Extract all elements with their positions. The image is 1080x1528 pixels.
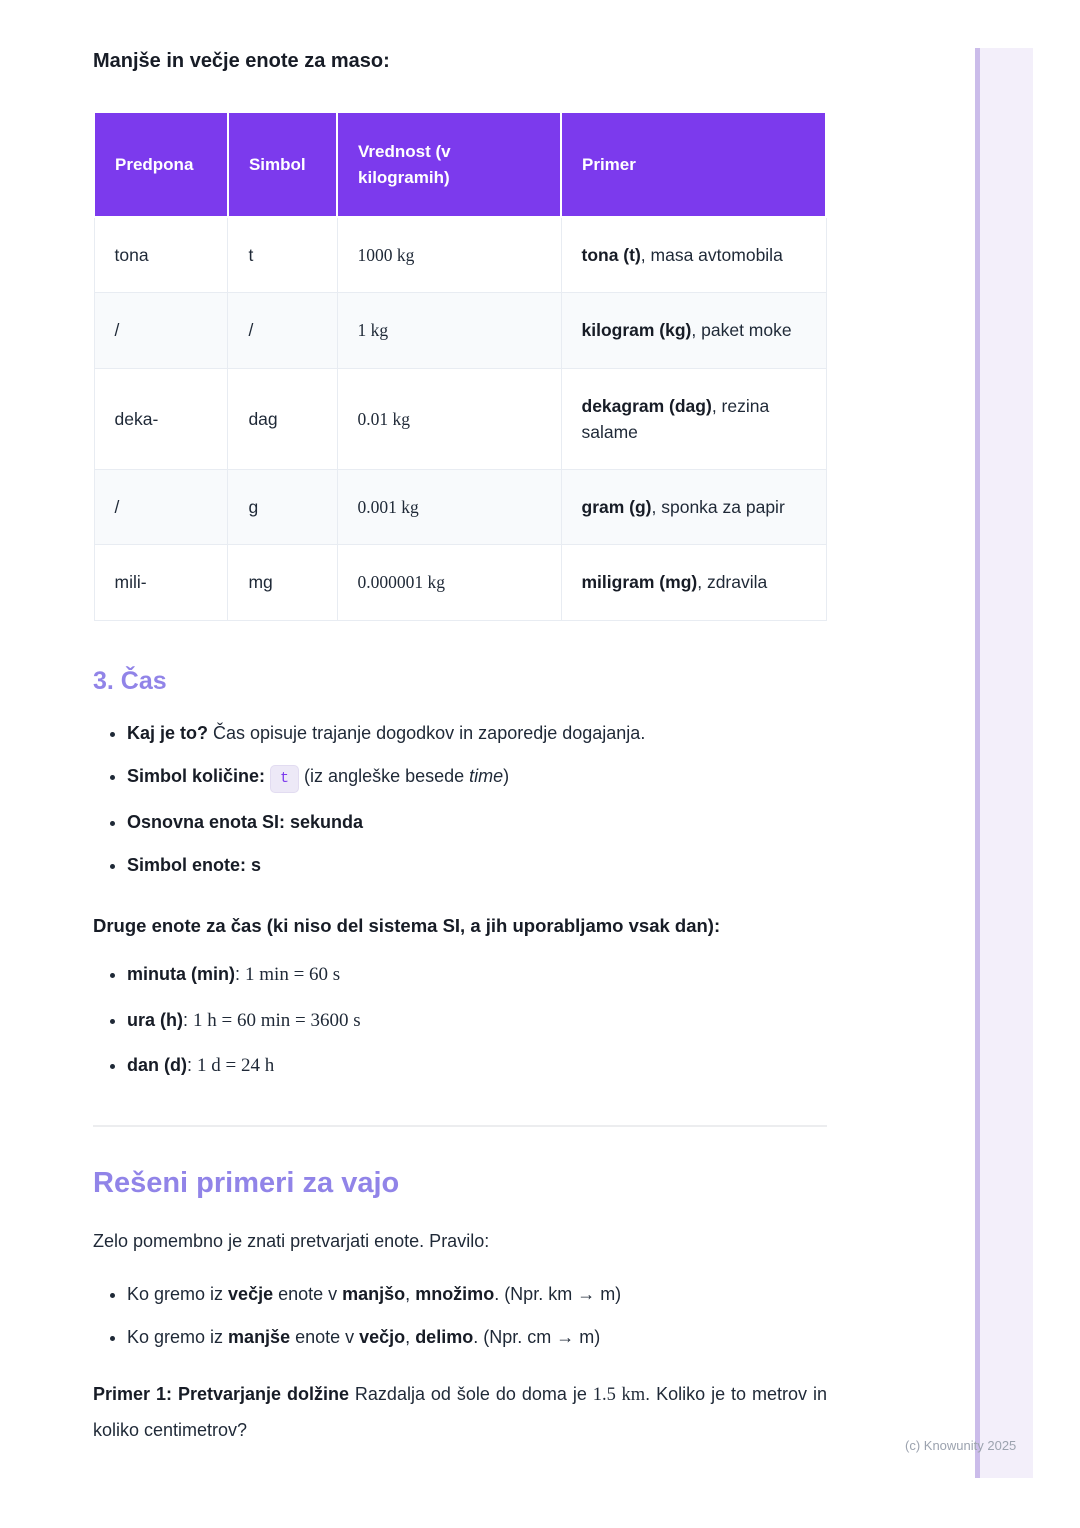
rule-bold: množimo [415,1284,495,1305]
section-divider [93,1125,827,1127]
example1-paragraph [93,1377,827,1448]
example1-title: Primer 1: Pretvarjanje dolžine [93,1384,349,1405]
cell-predpona: tona [94,217,228,293]
cell-simbol: g [228,470,337,545]
examples-intro: Zelo pomembno je znati pretvarjati enote. Pravilo: [93,1230,490,1251]
primer-unit-name: kilogram (kg) [581,320,692,341]
cell-primer [561,217,826,293]
list-item [127,1281,827,1308]
cell-predpona: / [94,293,228,368]
separator: : [187,1055,198,1075]
term-label: Simbol količine: [127,765,266,786]
unit-label: minuta (min) [127,964,235,984]
rule-text: , [405,1327,416,1348]
cell-primer [561,293,826,368]
other-time-units-heading: Druge enote za čas (ki niso del sistema SI, a jih uporabljamo vsak dan): [93,915,721,936]
rule-bold: večje [228,1284,274,1305]
quantity-symbol-code: t [270,765,299,794]
col-header-simbol: Simbol [228,112,337,217]
cell-predpona: mili- [94,545,228,620]
example1-value: 1.5 km [592,1385,646,1406]
table-row [94,217,826,293]
primer-example: , zdravila [697,572,768,593]
separator: : [235,964,246,984]
mass-units-table [93,111,827,621]
primer-example: , rezina salame [581,395,770,442]
cell-simbol: / [228,293,337,368]
table-header-row [94,112,826,217]
primer-unit-name: tona (t) [581,245,641,265]
example1-text: Razdalja od šole do doma je [348,1384,593,1405]
list-item [127,1324,827,1351]
cell-primer [561,368,826,470]
example1-question: . Koliko je to metrov in koliko centimetrov? [93,1384,827,1441]
col-header-predpona: Predpona [94,112,228,217]
primer-example: , sponka za papir [651,497,785,517]
rule-bold: večjo [359,1327,406,1348]
footer-credit: (c) Knowunity 2025 [905,1438,1017,1453]
primer-unit-name: gram (g) [581,497,652,517]
cell-simbol: dag [228,368,337,470]
term-text: Čas opisuje trajanje dogodkov in zaporedje dogajanja. [208,722,646,743]
table-row [94,545,826,620]
rule-text: . (Npr. km → m) [494,1284,622,1305]
examples-section-heading: Rešeni primeri za vajo [93,1166,400,1199]
cell-predpona: deka- [94,368,228,470]
rule-text: , [405,1284,416,1305]
cell-primer [561,470,826,545]
next-page-edge-bar [975,48,1033,1478]
cell-vrednost: 0.01 kg [337,368,561,470]
col-header-vrednost: Vrednost (v kilogramih) [337,112,561,217]
table-row [94,470,826,545]
rule-text: enote v [290,1327,360,1348]
cell-vrednost: 0.001 kg [337,470,561,545]
cell-simbol: mg [228,545,337,620]
primer-unit-name: dekagram (dag) [581,395,712,416]
rule-text: Ko gremo iz [127,1284,229,1305]
rule-text: enote v [273,1284,343,1305]
list-item [127,763,827,794]
term-text: (iz angleške besede [304,765,470,786]
cell-vrednost: 1000 kg [337,217,561,293]
mass-units-heading: Manjše in večje enote za maso: [93,50,390,72]
term-label: Kaj je to? [127,722,209,743]
rule-bold: delimo [415,1327,474,1348]
term-label: Osnovna enota SI: sekunda [127,812,364,832]
cell-predpona: / [94,470,228,545]
time-section-heading: 3. Čas [93,666,167,695]
primer-example: , paket moke [691,320,792,341]
list-item [127,852,827,879]
list-item [127,1007,827,1036]
primer-example: , masa avtomobila [640,245,783,265]
list-item [127,961,827,990]
rule-bold: manjšo [342,1284,406,1305]
unit-equation: 1 d = 24 h [197,1055,275,1076]
primer-unit-name: miligram (mg) [581,572,698,593]
table-row [94,368,826,470]
cell-vrednost: 0.000001 kg [337,545,561,620]
rule-text: . (Npr. cm → m) [473,1327,601,1348]
list-item [127,1052,827,1081]
unit-label: ura (h) [127,1009,183,1030]
cell-primer [561,545,826,620]
cell-vrednost: 1 kg [337,293,561,368]
rule-bold: manjše [228,1327,291,1348]
list-item [127,720,827,747]
time-properties-list [93,720,827,880]
unit-equation: 1 min = 60 s [245,964,341,985]
table-row [94,293,826,368]
italic-word: time [469,765,504,786]
separator: : [183,1009,194,1030]
conversion-rules-list [93,1281,827,1351]
rule-text: Ko gremo iz [127,1327,229,1348]
col-header-primer: Primer [561,112,826,217]
unit-equation: 1 h = 60 min = 3600 s [193,1009,361,1031]
document-page [93,50,827,1449]
cell-simbol: t [228,217,337,293]
term-label: Simbol enote: s [127,855,262,875]
unit-label: dan (d) [127,1055,187,1075]
other-time-units-list [93,961,827,1081]
list-item [127,809,827,836]
term-text-end: ) [503,765,510,786]
